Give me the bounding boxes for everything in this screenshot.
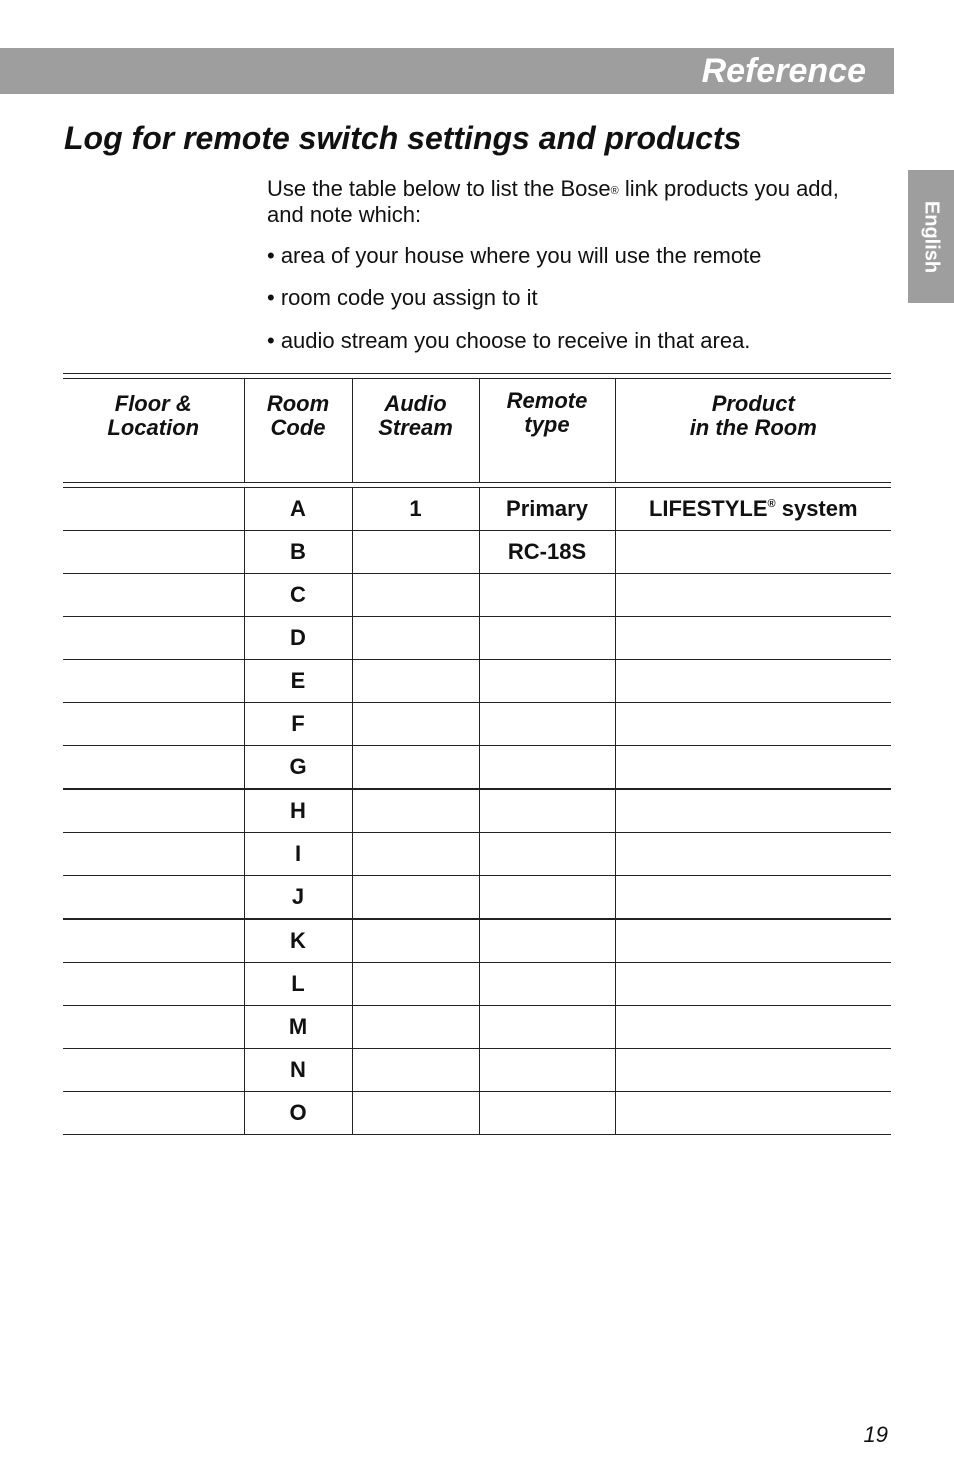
cell-product	[615, 617, 891, 660]
table-row	[63, 876, 891, 920]
cell-audio-stream	[352, 531, 479, 574]
page-number: 19	[863, 1422, 888, 1447]
cell-audio-stream	[352, 703, 479, 746]
cell-product	[615, 703, 891, 746]
cell-room-code: J	[244, 876, 352, 920]
section-header-band	[0, 48, 894, 94]
cell-audio-stream	[352, 660, 479, 703]
cell-remote-type	[479, 1092, 615, 1135]
table-row	[63, 703, 891, 746]
cell-floor-location	[63, 876, 244, 920]
cell-remote-type	[479, 833, 615, 876]
table-row	[63, 617, 891, 660]
column-header-audio-stream: Audio Stream	[352, 379, 479, 483]
cell-floor-location	[63, 1092, 244, 1135]
cell-floor-location	[63, 660, 244, 703]
cell-audio-stream	[352, 1006, 479, 1049]
table-row	[63, 574, 891, 617]
cell-room-code: I	[244, 833, 352, 876]
cell-room-code: D	[244, 617, 352, 660]
registered-mark: ®	[610, 185, 619, 197]
table-row	[63, 789, 891, 833]
cell-remote-type	[479, 919, 615, 963]
cell-remote-type	[479, 963, 615, 1006]
cell-audio-stream	[352, 789, 479, 833]
cell-floor-location	[63, 531, 244, 574]
intro-paragraph	[267, 176, 867, 228]
remote-log-table	[63, 373, 891, 1135]
language-tab	[908, 170, 954, 303]
table-row	[63, 1092, 891, 1135]
cell-remote-type	[479, 746, 615, 790]
cell-product	[615, 660, 891, 703]
cell-product: LIFESTYLE® system	[615, 488, 891, 531]
column-header-remote-type: Remote type	[479, 379, 615, 483]
table-row	[63, 963, 891, 1006]
cell-remote-type	[479, 574, 615, 617]
cell-floor-location	[63, 963, 244, 1006]
cell-remote-type	[479, 1049, 615, 1092]
cell-room-code: F	[244, 703, 352, 746]
table-row	[63, 1049, 891, 1092]
column-header-product: Product in the Room	[615, 379, 891, 483]
cell-remote-type	[479, 617, 615, 660]
cell-remote-type: Primary	[479, 488, 615, 531]
cell-product	[615, 574, 891, 617]
cell-room-code: G	[244, 746, 352, 790]
cell-room-code: H	[244, 789, 352, 833]
cell-floor-location	[63, 488, 244, 531]
table-row	[63, 531, 891, 574]
cell-audio-stream	[352, 963, 479, 1006]
intro-text-start: Use the table below to list the Bose	[267, 176, 611, 201]
cell-room-code: B	[244, 531, 352, 574]
cell-room-code: L	[244, 963, 352, 1006]
cell-floor-location	[63, 703, 244, 746]
table-row	[63, 1006, 891, 1049]
cell-remote-type	[479, 876, 615, 920]
cell-audio-stream	[352, 574, 479, 617]
cell-room-code: C	[244, 574, 352, 617]
column-header-floor-location: Floor & Location	[63, 379, 244, 483]
cell-room-code: E	[244, 660, 352, 703]
cell-audio-stream	[352, 833, 479, 876]
section-title: Reference	[701, 52, 866, 90]
cell-floor-location	[63, 919, 244, 963]
cell-room-code: M	[244, 1006, 352, 1049]
cell-product	[615, 833, 891, 876]
cell-product	[615, 789, 891, 833]
cell-remote-type	[479, 789, 615, 833]
cell-floor-location	[63, 574, 244, 617]
cell-audio-stream	[352, 746, 479, 790]
language-label: English	[920, 200, 943, 273]
cell-remote-type	[479, 1006, 615, 1049]
cell-remote-type	[479, 660, 615, 703]
table-row	[63, 746, 891, 790]
intro-text-end: link products you add, and note which:	[267, 176, 839, 227]
cell-floor-location	[63, 617, 244, 660]
registered-mark: ®	[767, 498, 776, 510]
cell-room-code: N	[244, 1049, 352, 1092]
table-row	[63, 919, 891, 963]
cell-product	[615, 1006, 891, 1049]
cell-floor-location	[63, 1006, 244, 1049]
cell-floor-location	[63, 833, 244, 876]
cell-audio-stream	[352, 1092, 479, 1135]
table-header-row	[63, 379, 891, 483]
cell-room-code: A	[244, 488, 352, 531]
column-header-room-code: Room Code	[244, 379, 352, 483]
cell-audio-stream	[352, 919, 479, 963]
table-row	[63, 488, 891, 531]
bullet-item-room-code: • room code you assign to it	[267, 285, 538, 310]
cell-audio-stream: 1	[352, 488, 479, 531]
cell-product	[615, 531, 891, 574]
cell-remote-type: RC-18S	[479, 531, 615, 574]
table-row	[63, 833, 891, 876]
cell-product	[615, 919, 891, 963]
cell-floor-location	[63, 746, 244, 790]
cell-product	[615, 876, 891, 920]
cell-product	[615, 746, 891, 790]
cell-product	[615, 963, 891, 1006]
cell-audio-stream	[352, 876, 479, 920]
cell-audio-stream	[352, 617, 479, 660]
cell-product	[615, 1092, 891, 1135]
cell-floor-location	[63, 789, 244, 833]
cell-remote-type	[479, 703, 615, 746]
cell-floor-location	[63, 1049, 244, 1092]
cell-room-code: O	[244, 1092, 352, 1135]
bullet-item-audio-stream: • audio stream you choose to receive in that area.	[267, 328, 751, 353]
page-title: Log for remote switch settings and products	[64, 120, 742, 156]
table-row	[63, 660, 891, 703]
bullet-item-area: • area of your house where you will use the remote	[267, 243, 762, 268]
cell-product	[615, 1049, 891, 1092]
cell-audio-stream	[352, 1049, 479, 1092]
cell-room-code: K	[244, 919, 352, 963]
